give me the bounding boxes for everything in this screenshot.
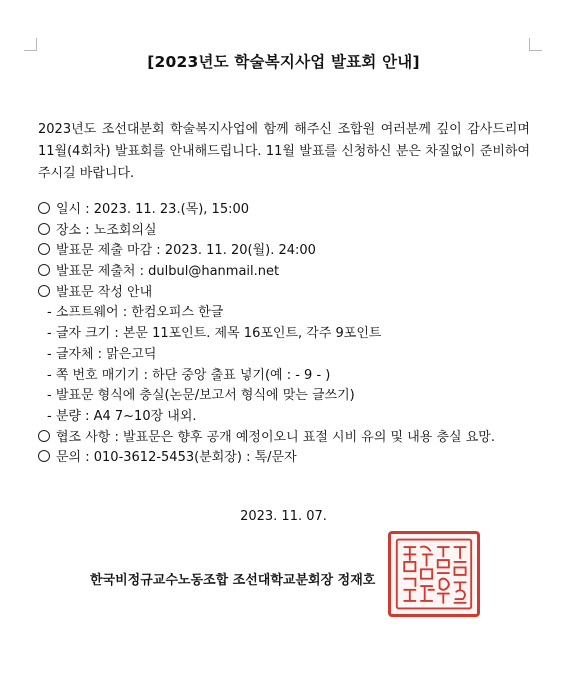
list-item-text: 장소 : 노조회의실 bbox=[56, 222, 157, 238]
list-item-location bbox=[38, 221, 538, 242]
signature-line: 한국비정규교수노동조합 조선대학교분회장 정재호 bbox=[90, 573, 376, 588]
intro-paragraph bbox=[38, 119, 530, 185]
official-seal-icon bbox=[388, 531, 480, 617]
list-item-schedule bbox=[38, 200, 538, 221]
circle-bullet-icon bbox=[38, 243, 50, 255]
issue-date: 2023. 11. 07. bbox=[240, 509, 327, 524]
list-item-text: 일시 : 2023. 11. 23.(목), 15:00 bbox=[56, 202, 250, 217]
list-item-text: 발표문 제출처 : dulbul@hanmail.net bbox=[56, 264, 280, 280]
intro-text: 2023년도 조선대분회 학술복지사업에 함께 해주신 조합원 여러분께 깊이 감사드리며 11월(4회차) 발표회를 안내해드립니다. 11월 발표를 신청하신 분은 차질없이 준비하여주시길 바랍니다. bbox=[38, 122, 530, 181]
sub-item-length: - 분량 : A4 7~10장 내외. bbox=[47, 408, 197, 424]
list-item-text: 협조 사항 : 발표문은 향후 공개 예정이오니 표절 시비 유의 및 내용 충실 요망. bbox=[56, 429, 495, 445]
circle-bullet-icon bbox=[38, 450, 50, 462]
list-item-cooperation bbox=[38, 428, 538, 449]
circle-bullet-icon bbox=[38, 430, 50, 442]
list-item-text: 발표문 작성 안내 bbox=[56, 284, 153, 300]
list-item-text: 문의 : 010-3612-5453(분회장) : 톡/문자 bbox=[56, 450, 297, 466]
document-title: [2023년도 학술복지사업 발표회 안내] bbox=[147, 53, 420, 71]
list-item-submit-to bbox=[38, 262, 538, 283]
sub-item-font-size: - 글자 크기 : 본문 11포인트. 제목 16포인트, 각주 9포인트 bbox=[47, 326, 382, 342]
sub-item-software: - 소프트웨어 : 한컴오피스 한글 bbox=[47, 305, 224, 321]
sub-item-page-number: - 쪽 번호 매기기 : 하단 중앙 출표 넣기(예 : - 9 - ) bbox=[47, 367, 331, 383]
seal-glyphs bbox=[391, 534, 477, 614]
list-item-writing-guide bbox=[38, 283, 538, 304]
circle-bullet-icon bbox=[38, 202, 50, 214]
circle-bullet-icon bbox=[38, 223, 50, 235]
list-item-deadline bbox=[38, 241, 538, 262]
list-item-text: 발표문 제출 마감 : 2023. 11. 20(월). 24:00 bbox=[56, 243, 316, 259]
circle-bullet-icon bbox=[38, 264, 50, 276]
sub-item-typeface: - 글자체 : 맑은고딕 bbox=[47, 346, 157, 362]
sub-item-format: - 발표문 형식에 충실(논문/보고서 형식에 맞는 글쓰기) bbox=[47, 388, 355, 404]
circle-bullet-icon bbox=[38, 285, 50, 297]
notice-list bbox=[38, 200, 538, 469]
list-item-contact bbox=[38, 448, 538, 469]
